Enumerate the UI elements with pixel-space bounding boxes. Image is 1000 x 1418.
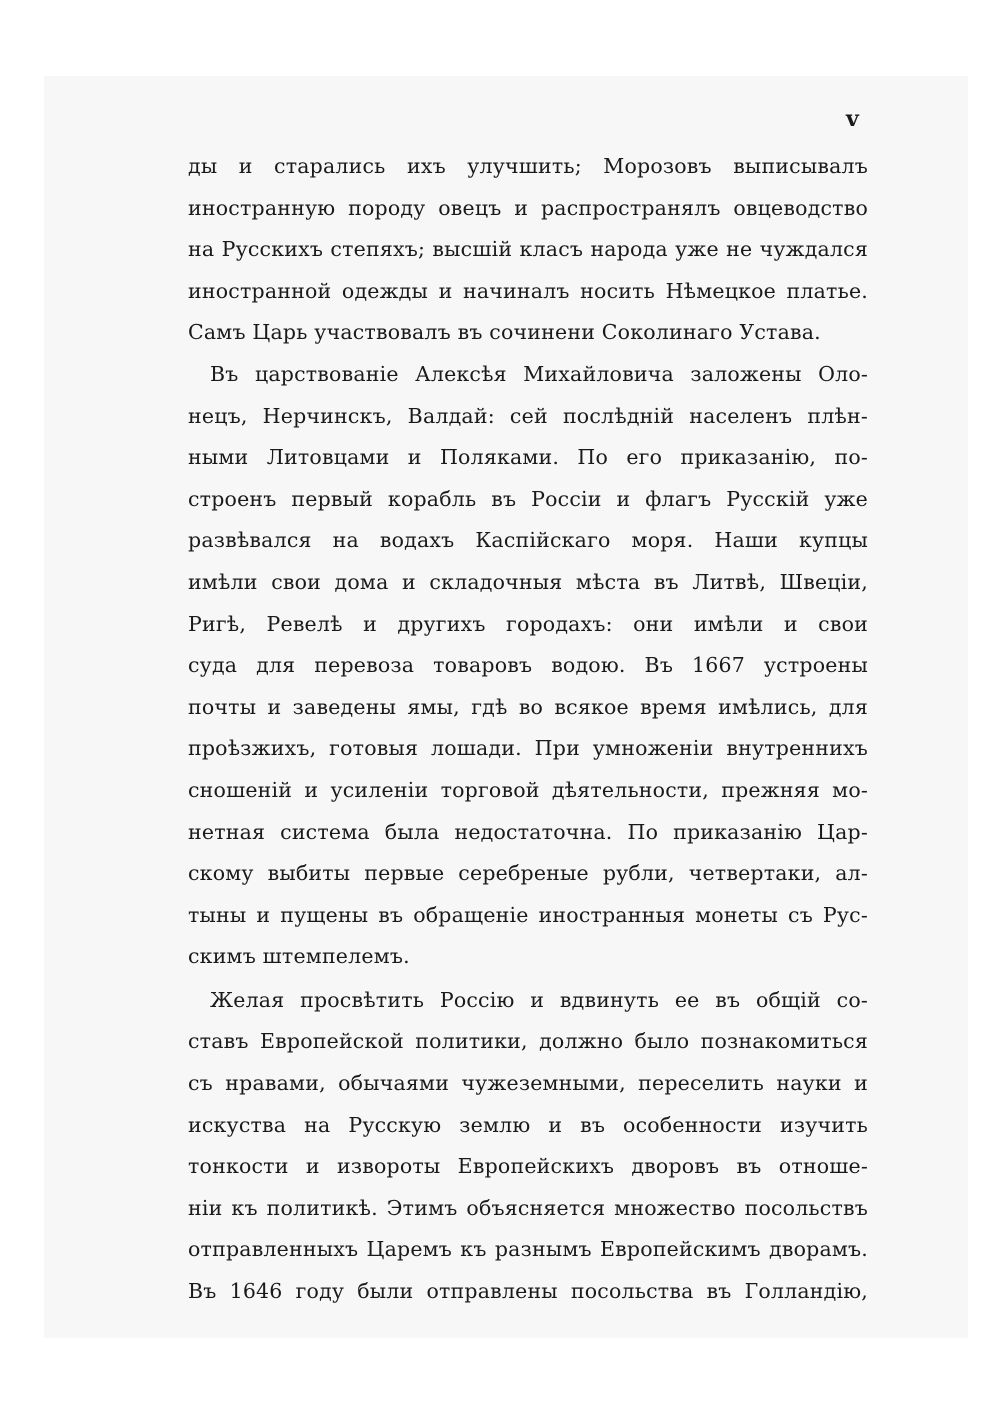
text-line: иностранной одежды и начиналъ носить Нѣмецкое платье. (188, 278, 868, 303)
text-line: ды и старались ихъ улучшить; Морозовъ выписывалъ (188, 154, 868, 178)
text-line: тонкости и извороты Европейскихъ дворовъ въ отноше- (188, 1154, 868, 1179)
body-text (188, 146, 868, 1313)
text-line: иностранную породу овецъ и распространялъ овцеводство (188, 195, 868, 220)
text-line: суда для перевоза товаровъ водою. Въ 1667 устроены (188, 653, 868, 678)
text-line: скимъ штемпелемъ. (188, 944, 410, 969)
text-line: искуства на Русскую землю и въ особенности изучить (188, 1112, 868, 1137)
text-line: сношеній и усиленіи торговой дѣятельности, прежняя мо- (188, 777, 868, 802)
text-line: Ригѣ, Ревелѣ и другихъ городахъ: они имѣли и свои (188, 611, 868, 636)
text-line: развѣвался на водахъ Каспійскаго моря. Наши купцы (188, 528, 868, 553)
text-line: нетная система была недостаточна. По приказанію Цар- (188, 819, 868, 844)
text-line: ставъ Европейской политики, должно было познакомиться (188, 1029, 868, 1054)
paragraph-1 (188, 146, 868, 354)
text-line: Желая просвѣтить Россію и вдвинуть ее въ общій со- (210, 987, 868, 1012)
text-line: Самъ Царь участвовалъ въ сочинени Соколинаго Устава. (188, 320, 821, 345)
text-line: нецъ, Нерчинскъ, Валдай: сей послѣдній населенъ плѣн- (188, 403, 868, 428)
text-line: Въ царствованіе Алексѣя Михайловича заложены Оло- (210, 361, 868, 386)
text-line: отправленныхъ Царемъ къ разнымъ Европейскимъ дворамъ. (188, 1237, 868, 1262)
text-line: строенъ первый корабль въ Россіи и флагъ Русскій уже (188, 486, 868, 511)
text-line: тыны и пущены въ обращеніе иностранныя монеты съ Рус- (188, 902, 868, 927)
text-line: Въ 1646 году были отправлены посольства въ Голландію, (188, 1279, 868, 1304)
text-line: ными Литовцами и Поляками. По его приказанію, по- (188, 445, 868, 470)
text-line: имѣли свои дома и складочныя мѣста въ Литвѣ, Швеціи, (188, 569, 868, 594)
text-line: почты и заведены ямы, гдѣ во всякое время имѣлись, для (188, 694, 868, 719)
paragraph-3 (188, 980, 868, 1313)
page-number: v (846, 106, 859, 132)
text-line: ніи къ политикѣ. Этимъ объясняется множество посольствъ (188, 1195, 868, 1220)
text-line: съ нравами, обычаями чужеземными, переселить науки и (188, 1071, 868, 1096)
paragraph-2 (188, 354, 868, 978)
text-line: проѣзжихъ, готовыя лошади. При умноженіи внутреннихъ (188, 736, 868, 761)
text-line: на Русскихъ степяхъ; высшій класъ народа уже не чуждался (188, 237, 868, 262)
text-line: скому выбиты первые серебреные рубли, четвертаки, ал- (188, 861, 868, 886)
